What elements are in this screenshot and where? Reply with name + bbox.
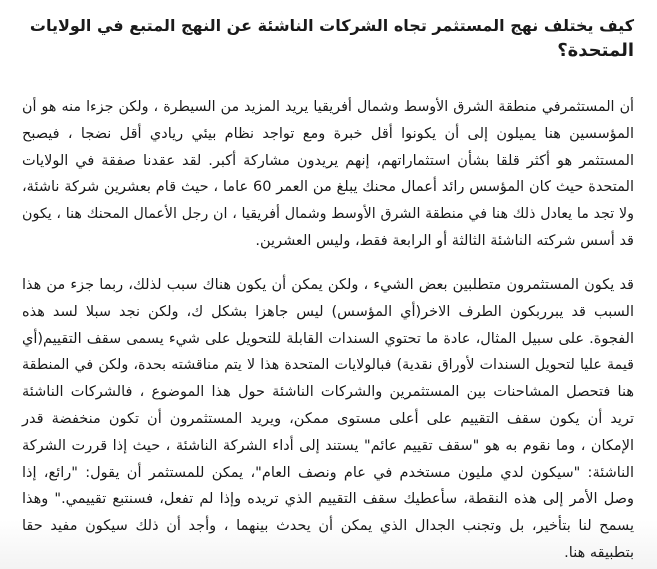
article [22, 0, 634, 561]
text-line: المؤسسين هنا يميلون إلى أن يكونوا أقل خبرة ومع تواجد نظام بيئي ريادي أقل نضجا ، فيصبح [22, 125, 634, 142]
text-line: قد أسس شركته الناشئة الثالثة أو الرابعة فقط، وليس العشرين. [255, 232, 634, 249]
paragraph-1 [22, 94, 634, 255]
title-line: المتحدة؟ [557, 40, 634, 61]
paragraph-2 [22, 272, 634, 567]
text-line: قد يكون المستثمرون متطلبين بعض الشيء ، ولكن يمكن أن يكون هناك سبب لذلك، ربما جزء من هذا [22, 277, 634, 293]
text-line: الناشئة: "سيكون لدي مليون مستخدم في عام ونصف العام"، يمكن للمستثمر أن يقول: "رائع، إذا [22, 464, 634, 481]
article-title [22, 13, 634, 63]
text-line: ولا تجد ما يعادل ذلك هنا في منطقة الشرق الأوسط وشمال أفريقيا ، ان رجل الأعمال المحنك هنا ، يكون [22, 206, 634, 223]
text-line: المتحدة حيث كان المؤسس رائد أعمال محنك يبلغ من العمر 60 عاما ، حيث قام بعشرين شركة ناشئة، [22, 179, 634, 196]
title-line: كيف يختلف نهج المستثمر تجاه الشركات الناشئة عن النهج المتبع في الولايات [29, 16, 634, 35]
text-line: المستثمر هو أكثر قلقا بشأن استثماراتهم، إنهم يريدون مشاركة أكبر. لقد عقدنا صفقة في الولايات [22, 152, 634, 169]
text-line: يسمح لنا بتأخير، بل وتجنب الجدال الذي يمكن أن يحدث بينهما ، وأجد أن ذلك سيكون مفيد حقا [22, 518, 634, 535]
text-line: الإمكان ، وما نقوم به هو "سقف تقييم عائم" يستند إلى أداء الشركة الناشئة ، حيث إذا قررت الشركة [22, 437, 634, 454]
text-line: قيمة عليا لتحويل السندات لأوراق نقدية) فبالولايات المتحدة هذا لا يتم مناقشته بحدة، ولكن في المنطقة [22, 357, 634, 374]
text-line: السبب قد يبرربكون الطرف الاخر(أي المؤسس) ليس جاهزا بشكل ك، ولكن نجد سبلا لسد هذه [22, 303, 634, 320]
text-line: تريد أن يكون سقف التقييم على أعلى مستوى ممكن، ويريد المستثمرون أن تكون منخفضة قدر [22, 410, 634, 427]
text-line: هنا فتحصل المشاحنات بين المستثمرين والشركات الناشئة حول هذا الموضوع ، فالشركات الناشئة [22, 384, 634, 401]
text-line: الفجوة. على سبيل المثال، عادة ما تحتوي السندات القابلة للتحويل على شيء يسمى سقف التقييم(أي [22, 330, 634, 347]
text-line: وصل الأمر إلى هذه النقطة، سأعطيك سقف التقييم الذي تريده وإذا لم تفعل، فسنتبع تقييمي." وهذا [22, 491, 634, 508]
text-line: بتطبيقه هنا. [564, 544, 634, 561]
text-line: أن المستثمرفي منطقة الشرق الأوسط وشمال أفريقيا يريد المزيد من السيطرة ، ولكن جزءا منه هو أن [22, 99, 634, 115]
